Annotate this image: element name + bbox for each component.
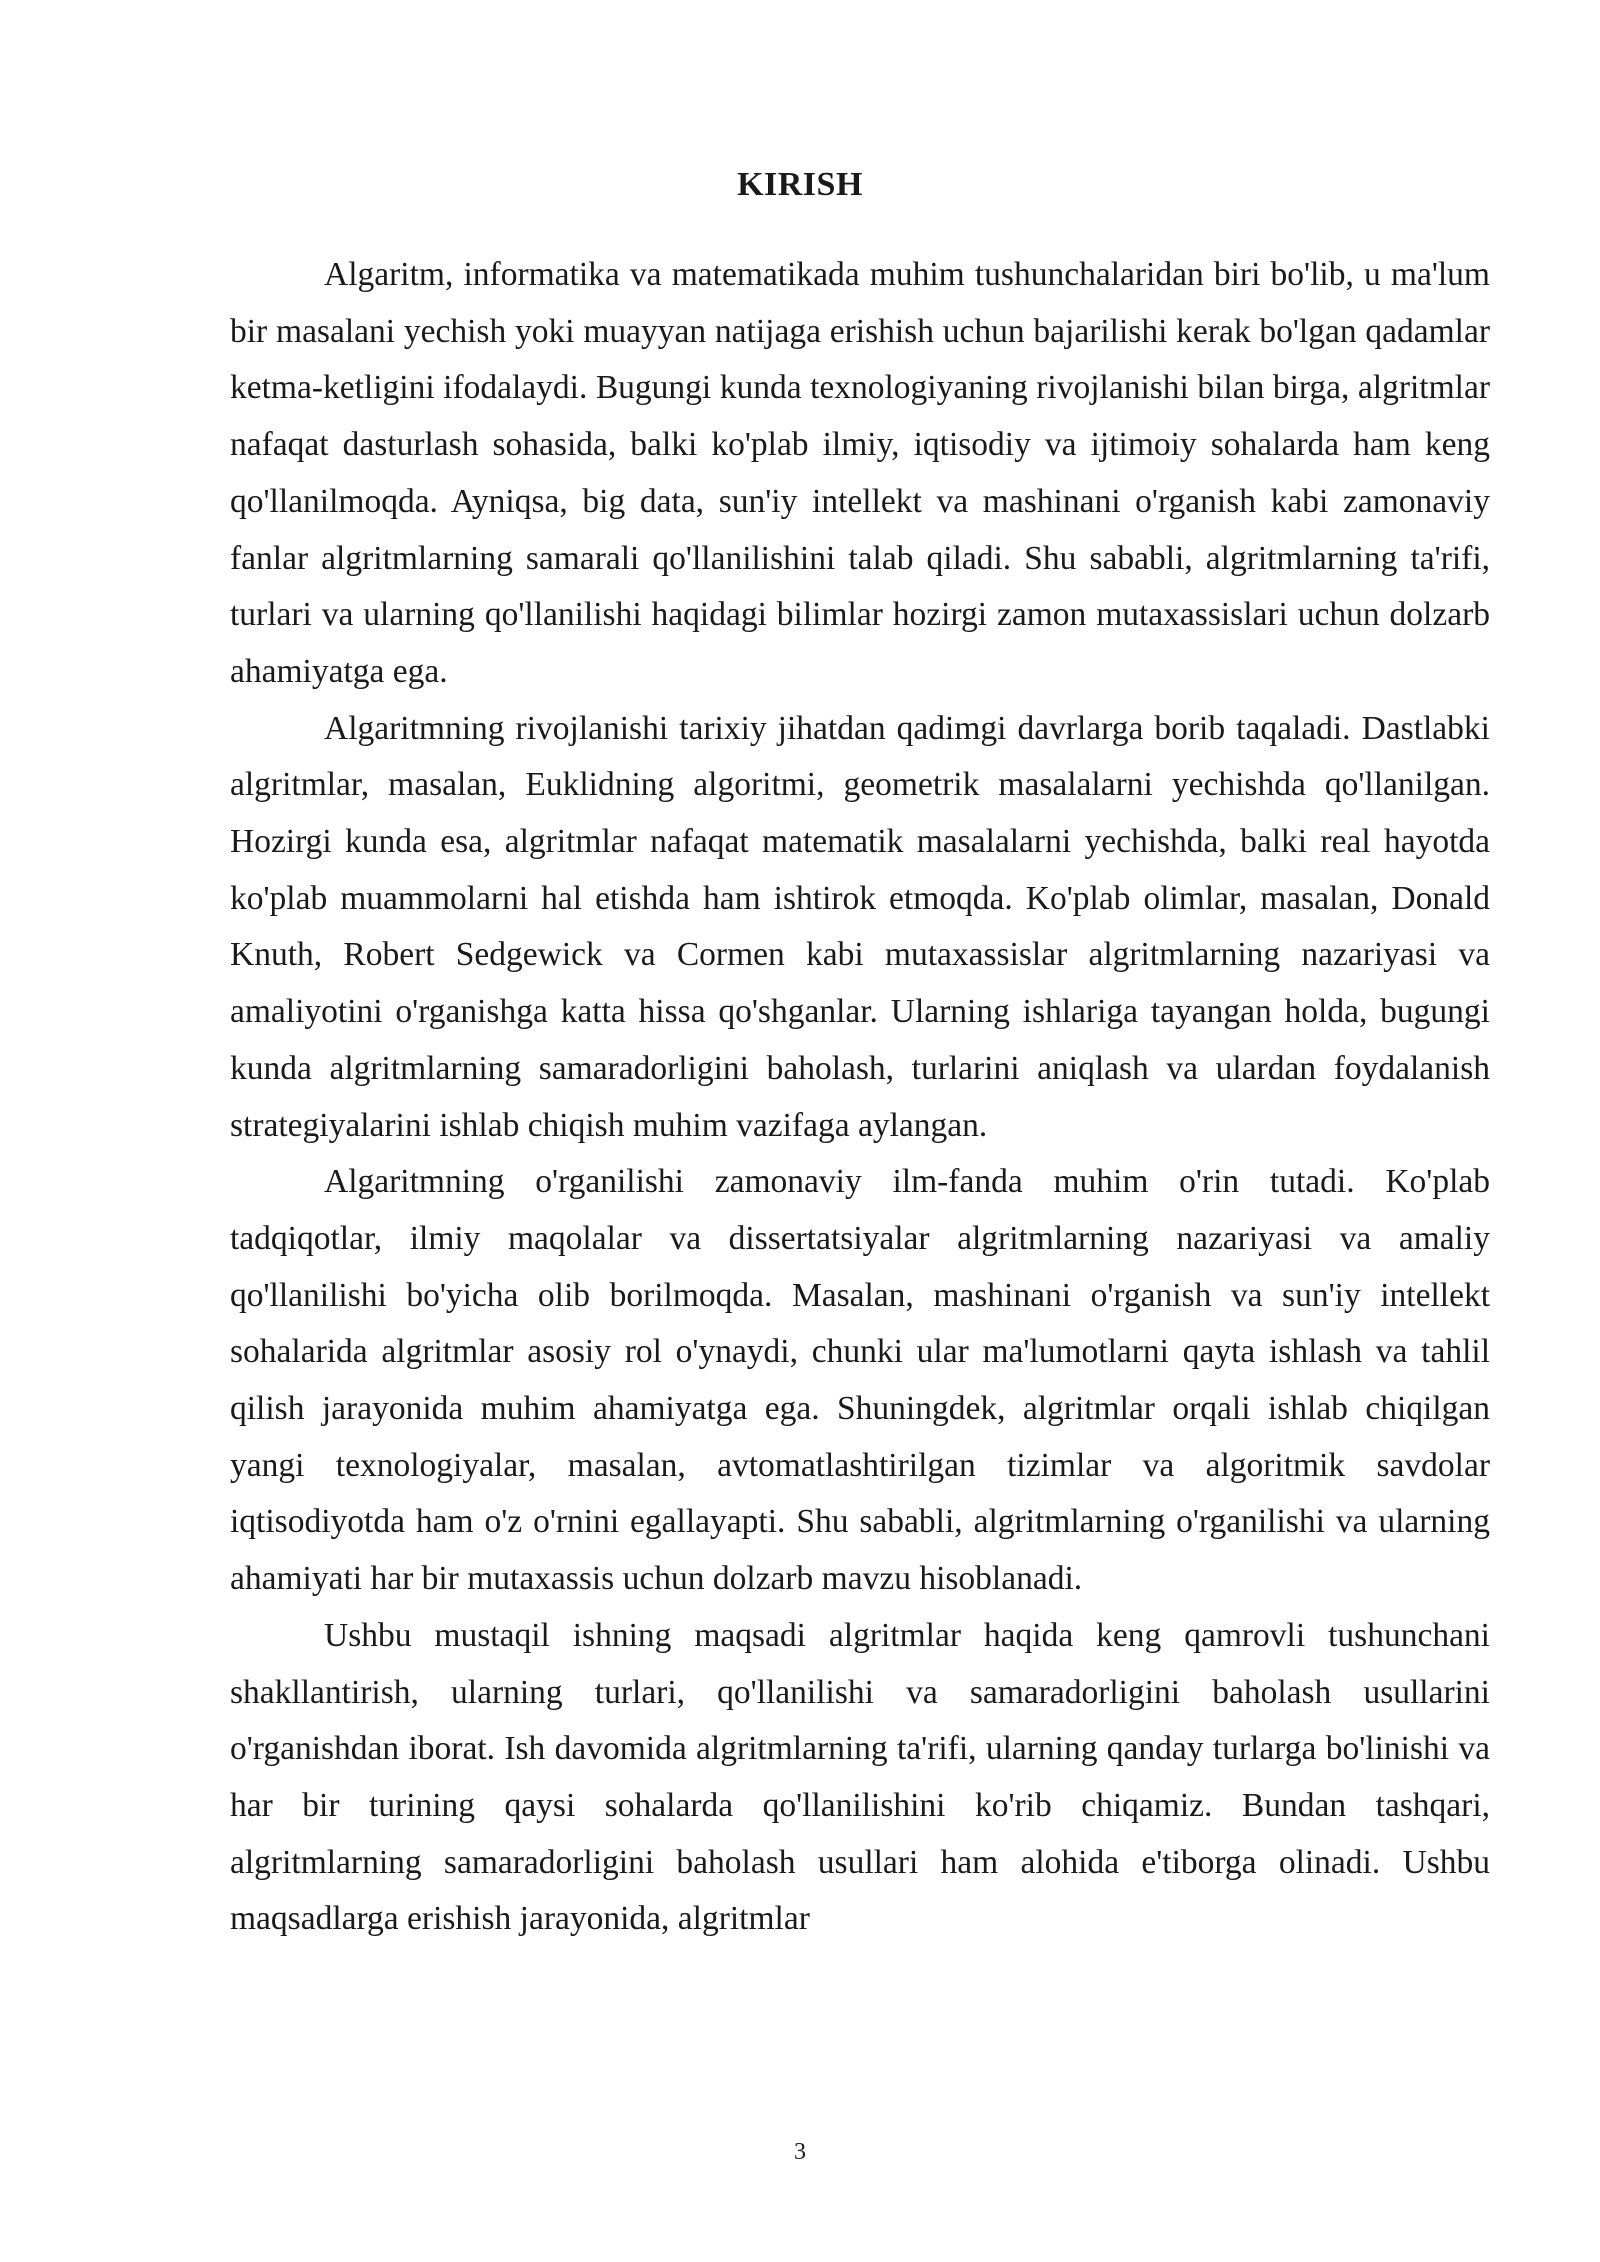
page-title: KIRISH xyxy=(737,166,863,203)
page-number: 3 xyxy=(794,2139,806,2165)
paragraph-4: Ushbu mustaqil ishning maqsadi algritmlar haqida keng qamrovli tushunchani shakllantirish, ularning turlari, qo'llanilishi va samaradorligini baholash usullarini o'rganishdan iborat. Ish davomida algritmlarning ta'rifi, ularning qanday turlarga bo'linishi va har bir turining qaysi sohalarda qo'llanilishini ko'rib chiqamiz. Bundan tashqari, algritmlarning samaradorligini baholash usullari ham alohida e'tiborga olinadi. Ushbu maqsadlarga erishish jarayonida, algritmlar xyxy=(230,1616,1490,1938)
document-body xyxy=(230,247,1490,1948)
paragraph-2: Algaritmning rivojlanishi tarixiy jihatdan qadimgi davrlarga borib taqaladi. Dastlabki algritmlar, masalan, Euklidning algoritmi, geometrik masalalarni yechishda qo'llanilgan. Hozirgi kunda esa, algritmlar nafaqat matematik masalalarni yechishda, balki real hayotda ko'plab muammolarni hal etishda ham ishtirok etmoqda. Ko'plab olimlar, masalan, Donald Knuth, Robert Sedgewick va Cormen kabi mutaxassislar algritmlarning nazariyasi va amaliyotini o'rganishga katta hissa qo'shganlar. Ularning ishlariga tayangan holda, bugungi kunda algritmlarning samaradorligini baholash, turlarini aniqlash va ulardan foydalanish strategiyalarini ishlab chiqish muhim vazifaga aylangan. xyxy=(230,709,1490,1144)
paragraph-3: Algaritmning o'rganilishi zamonaviy ilm-fanda muhim o'rin tutadi. Ko'plab tadqiqotlar, ilmiy maqolalar va dissertatsiyalar algritmlarning nazariyasi va amaliy qo'llanilishi bo'yicha olib borilmoqda. Masalan, mashinani o'rganish va sun'iy intellekt sohalarida algritmlar asosiy rol o'ynaydi, chunki ular ma'lumotlarni qayta ishlash va tahlil qilish jarayonida muhim ahamiyatga ega. Shuningdek, algritmlar orqali ishlab chiqilgan yangi texnologiyalar, masalan, avtomatlashtirilgan tizimlar va algoritmik savdolar iqtisodiyotda ham o'z o'rnini egallayapti. Shu sababli, algritmlarning o'rganilishi va ularning ahamiyati har bir mutaxassis uchun dolzarb mavzu hisoblanadi. xyxy=(230,1163,1490,1598)
paragraph-1: Algaritm, informatika va matematikada muhim tushunchalaridan biri bo'lib, u ma'lum bir masalani yechish yoki muayyan natijaga erishish uchun bajarilishi kerak bo'lgan qadamlar ketma-ketligini ifodalaydi. Bugungi kunda texnologiyaning rivojlanishi bilan birga, algritmlar nafaqat dasturlash sohasida, balki ko'plab ilmiy, iqtisodiy va ijtimoiy sohalarda ham keng qo'llanilmoqda. Ayniqsa, big data, sun'iy intellekt va mashinani o'rganish kabi zamonaviy fanlar algritmlarning samarali qo'llanilishini talab qiladi. Shu sababli, algritmlarning ta'rifi, turlari va ularning qo'llanilishi haqidagi bilimlar hozirgi zamon mutaxassislari uchun dolzarb ahamiyatga ega. xyxy=(230,256,1490,690)
